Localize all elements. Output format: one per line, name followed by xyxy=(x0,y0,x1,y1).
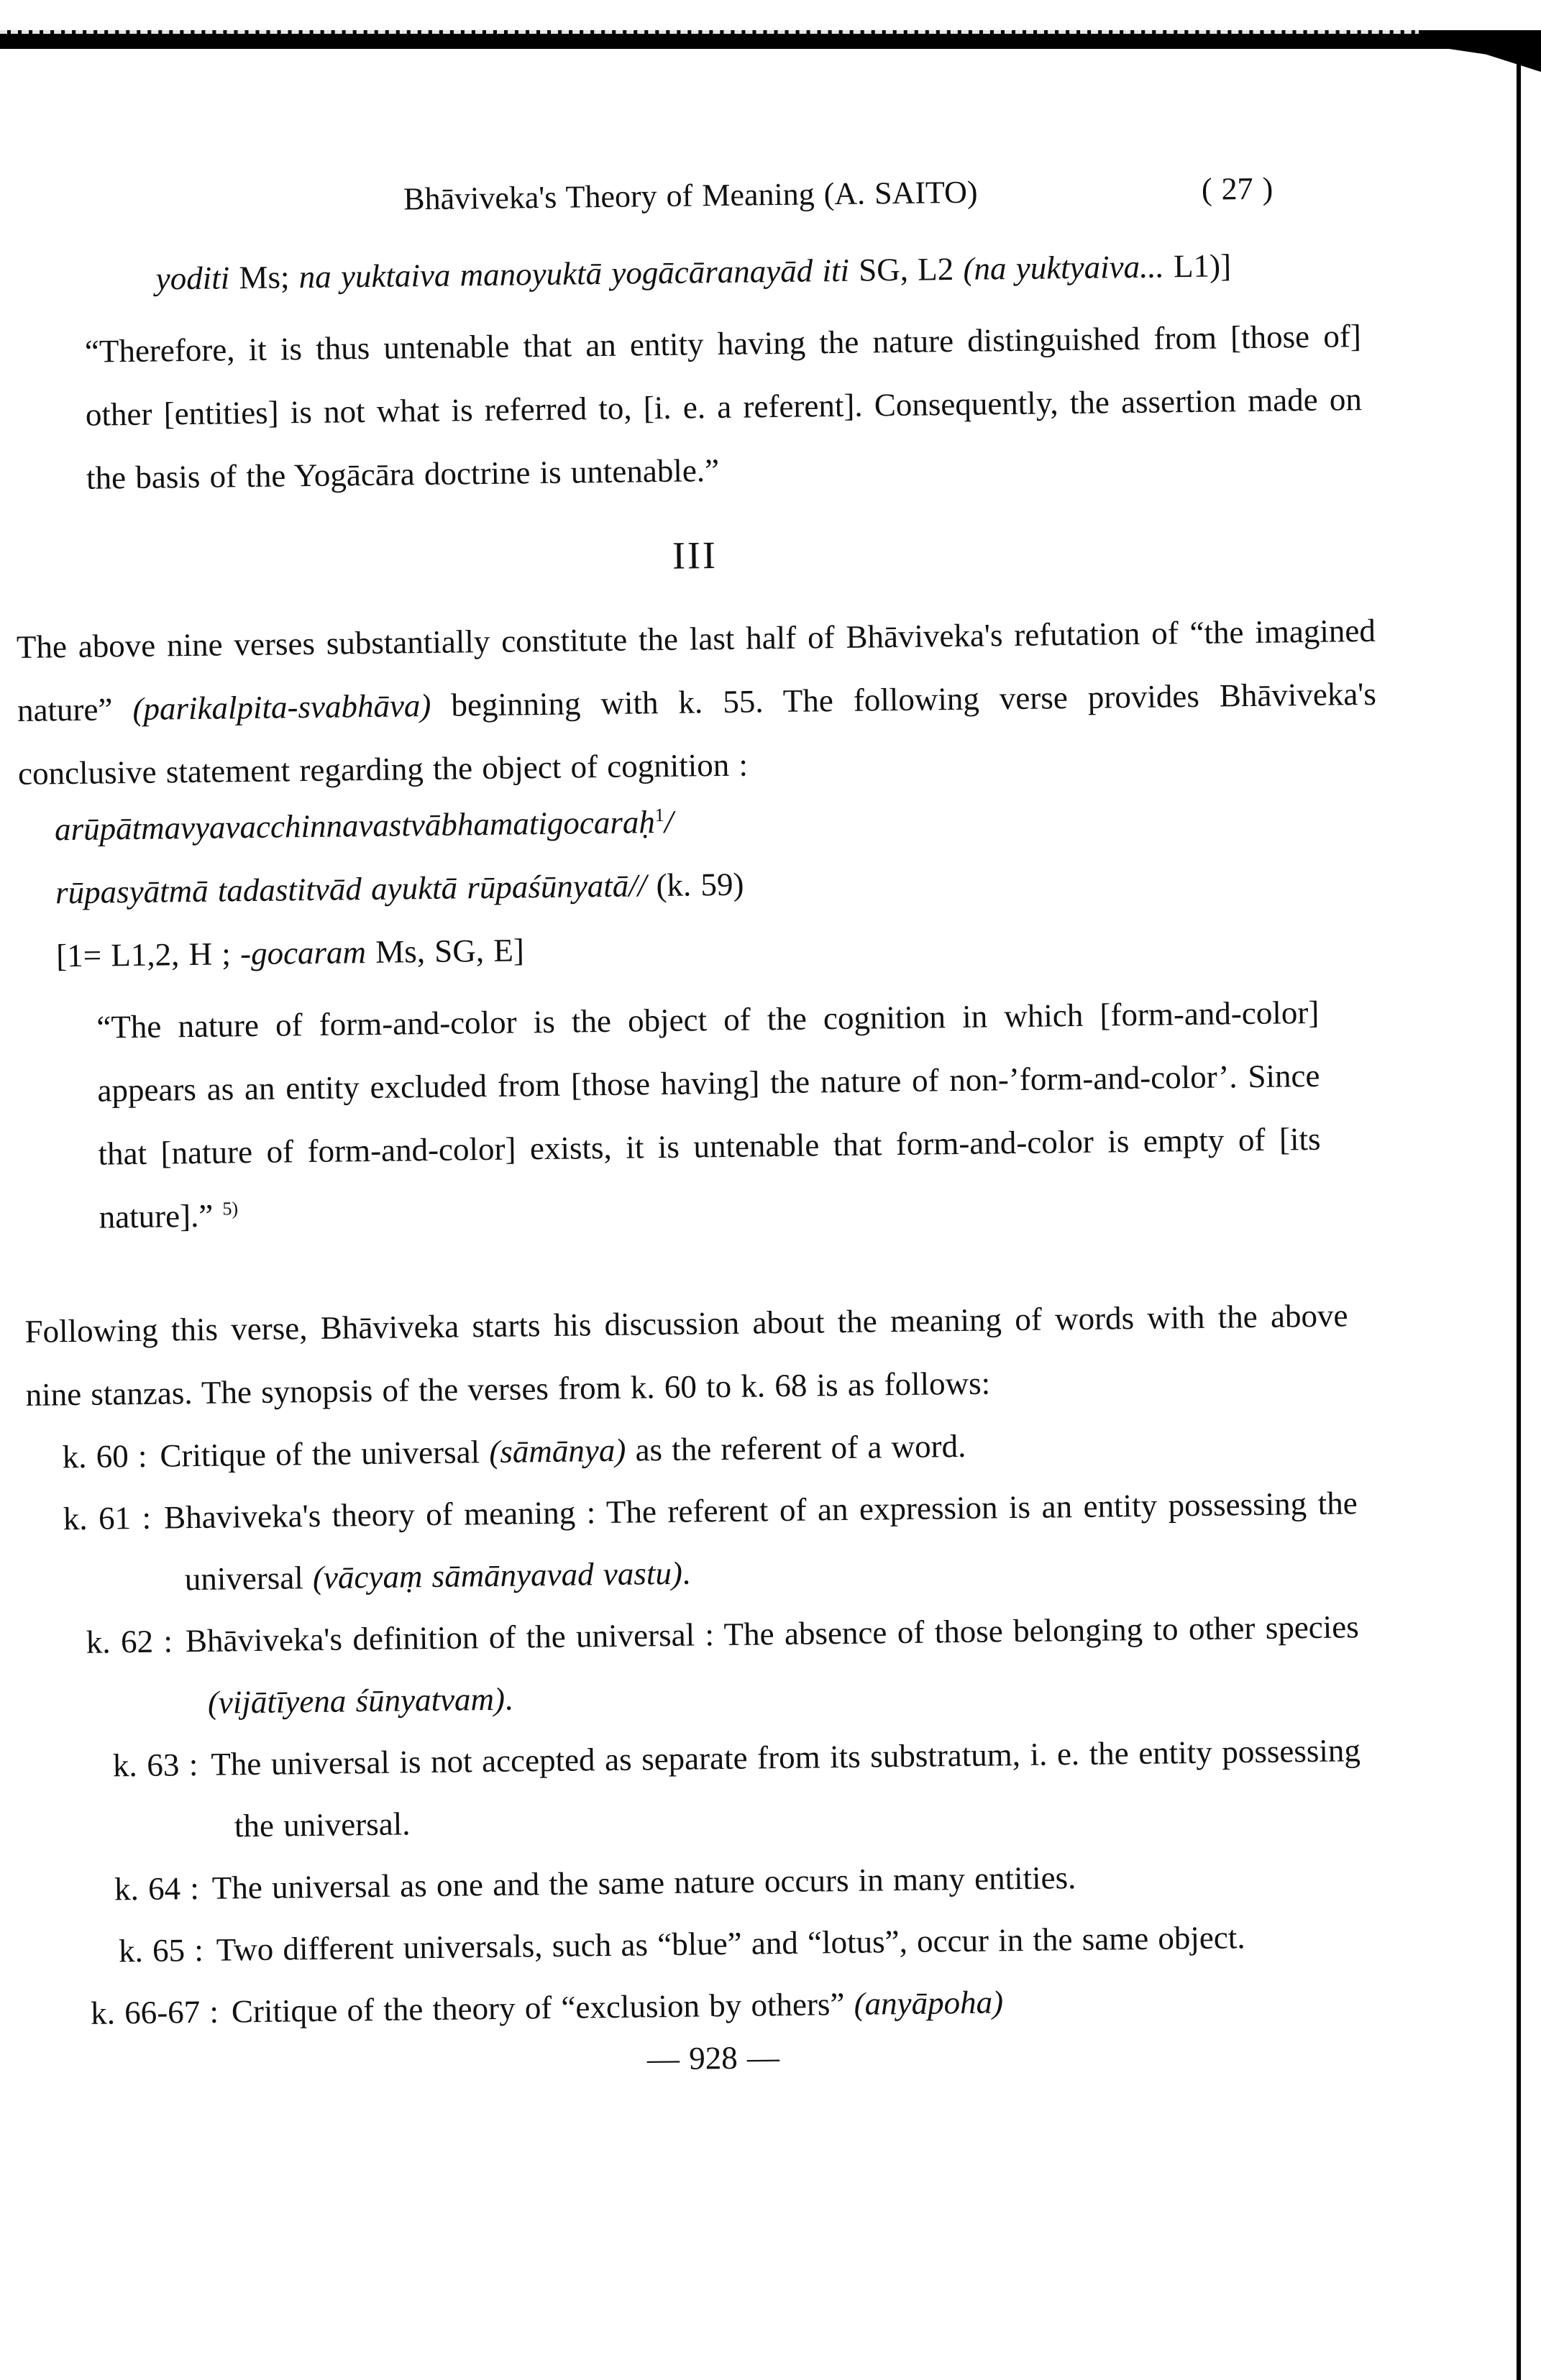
text-run: (sāmānya) xyxy=(489,1432,626,1470)
text-run: The universal as one and the same nature occurs in many entities. xyxy=(211,1859,1076,1906)
synopsis-item-label: k. 63 : xyxy=(112,1746,198,1784)
text-run: Ms; xyxy=(229,259,300,296)
following-paragraph: Following this verse, Bhāviveka starts his discussion about the meaning of words with the above nine stanzas. The synopsis of the verses from k. 60 to k. 68 is as follows: xyxy=(24,1297,1348,1413)
text-run: beginning with k. 55. The following verse provides Bhāviveka's conclusive statement regarding the object of cognition : xyxy=(17,675,1377,792)
text-run: Bhaviveka's theory of meaning : The referent of an expression is an entity possessing the universal xyxy=(163,1485,1358,1598)
intro-paragraph xyxy=(16,599,1377,805)
text-run: na yuktaiva manoyuktā yogācāranayād iti xyxy=(298,252,850,296)
translation-quote-1: “Therefore, it is thus untenable that an entity having the nature distinguished from [those of] other [entities] is not what is referred to, [i. e. a referent]. Consequently, the assertion made on the basis of the Yogācāra doctrine is untenable.” xyxy=(84,318,1363,496)
text-run: (anyāpoha) xyxy=(854,1984,1004,2022)
scan-corner-wedge-artifact xyxy=(1419,30,1541,72)
text-run: [1= L1,2, H ; xyxy=(55,935,241,974)
synopsis-list xyxy=(26,1410,1392,2045)
text-run: . xyxy=(682,1555,691,1591)
text-run: Critique of the theory of “exclusion by others” xyxy=(231,1985,854,2030)
apparatus-note xyxy=(12,232,1371,312)
text-run: Bhāviveka's definition of the universal : The absence of those belonging to other species xyxy=(185,1608,1360,1660)
verse-block xyxy=(55,782,1380,987)
text-run: SG, L2 xyxy=(849,250,964,288)
verse-reference: (k. 59) xyxy=(646,866,744,904)
translation-quote-2 xyxy=(96,981,1322,1249)
footnote-ref-1: 1 xyxy=(654,804,664,826)
text-run: arūpātmavyavacchinnavastvābhamatigocaraḥ xyxy=(54,804,656,848)
text-run: -gocaram xyxy=(239,934,367,972)
page-content xyxy=(11,163,1393,2098)
text-run: (vijātīyena śūnyatvam) xyxy=(207,1680,506,1721)
synopsis-item-label: k. 62 : xyxy=(86,1623,173,1660)
text-run: as the referent of a word. xyxy=(625,1427,966,1468)
text-run: The above nine verses substantially constitute the last half of Bhāviveka's refutation of “the imagined nature” xyxy=(16,612,1376,728)
text-run: The universal is not accepted as separate from its substratum, i. e. the entity possessing the universal. xyxy=(211,1732,1361,1844)
text-run: rūpasyātmā tadastitvād ayuktā rūpaśūnyatā// xyxy=(55,867,647,911)
scan-top-band-artifact xyxy=(0,30,1541,49)
text-run: Two different universals, such as “blue” and “lotus”, occur in the same object. xyxy=(216,1919,1245,1968)
synopsis-item-k61 xyxy=(27,1472,1387,1612)
synopsis-item-k63 xyxy=(29,1719,1390,1859)
synopsis-item-label: k. 60 : xyxy=(62,1437,147,1475)
text-run: “The nature of form-and-color is the object of the cognition in which [form-and-color] appears as an entity excluded from [those having] the nature of non-’form-and-color’. Since that [nature of form-and-color] exists, it is untenable that form-and-color is empty of [its nature].” xyxy=(96,994,1321,1235)
scan-right-edge-line-artifact xyxy=(1517,43,1521,2380)
text-run: (vācyaṃ sāmānyavad vastu) xyxy=(312,1555,683,1596)
section-heading: III xyxy=(672,534,718,577)
text-run: (parikalpita-svabhāva) xyxy=(132,687,431,727)
header-page-label: ( 27 ) xyxy=(1201,170,1274,207)
running-title: Bhāviveka's Theory of Meaning (A. SAITO) xyxy=(403,174,978,217)
page-number-footer: — 928 — xyxy=(646,2039,780,2077)
synopsis-item-label: k. 65 : xyxy=(118,1931,204,1969)
text-run: (na yuktyaiva... xyxy=(963,248,1165,287)
text-run: . xyxy=(504,1680,513,1717)
text-run: L1)] xyxy=(1163,247,1232,285)
synopsis-item-label: k. 61 : xyxy=(63,1499,152,1537)
page-header xyxy=(11,168,1371,224)
footnote-ref-5: 5) xyxy=(222,1198,239,1219)
synopsis-item-label: k. 64 : xyxy=(114,1869,200,1908)
text-run: / xyxy=(664,803,674,840)
text-run: Ms, SG, E] xyxy=(365,932,525,971)
text-run: yoditi xyxy=(155,260,230,297)
synopsis-item-label: k. 66-67 : xyxy=(90,1993,219,2031)
text-run: Critique of the universal xyxy=(160,1434,490,1474)
synopsis-item-k62 xyxy=(28,1596,1389,1736)
